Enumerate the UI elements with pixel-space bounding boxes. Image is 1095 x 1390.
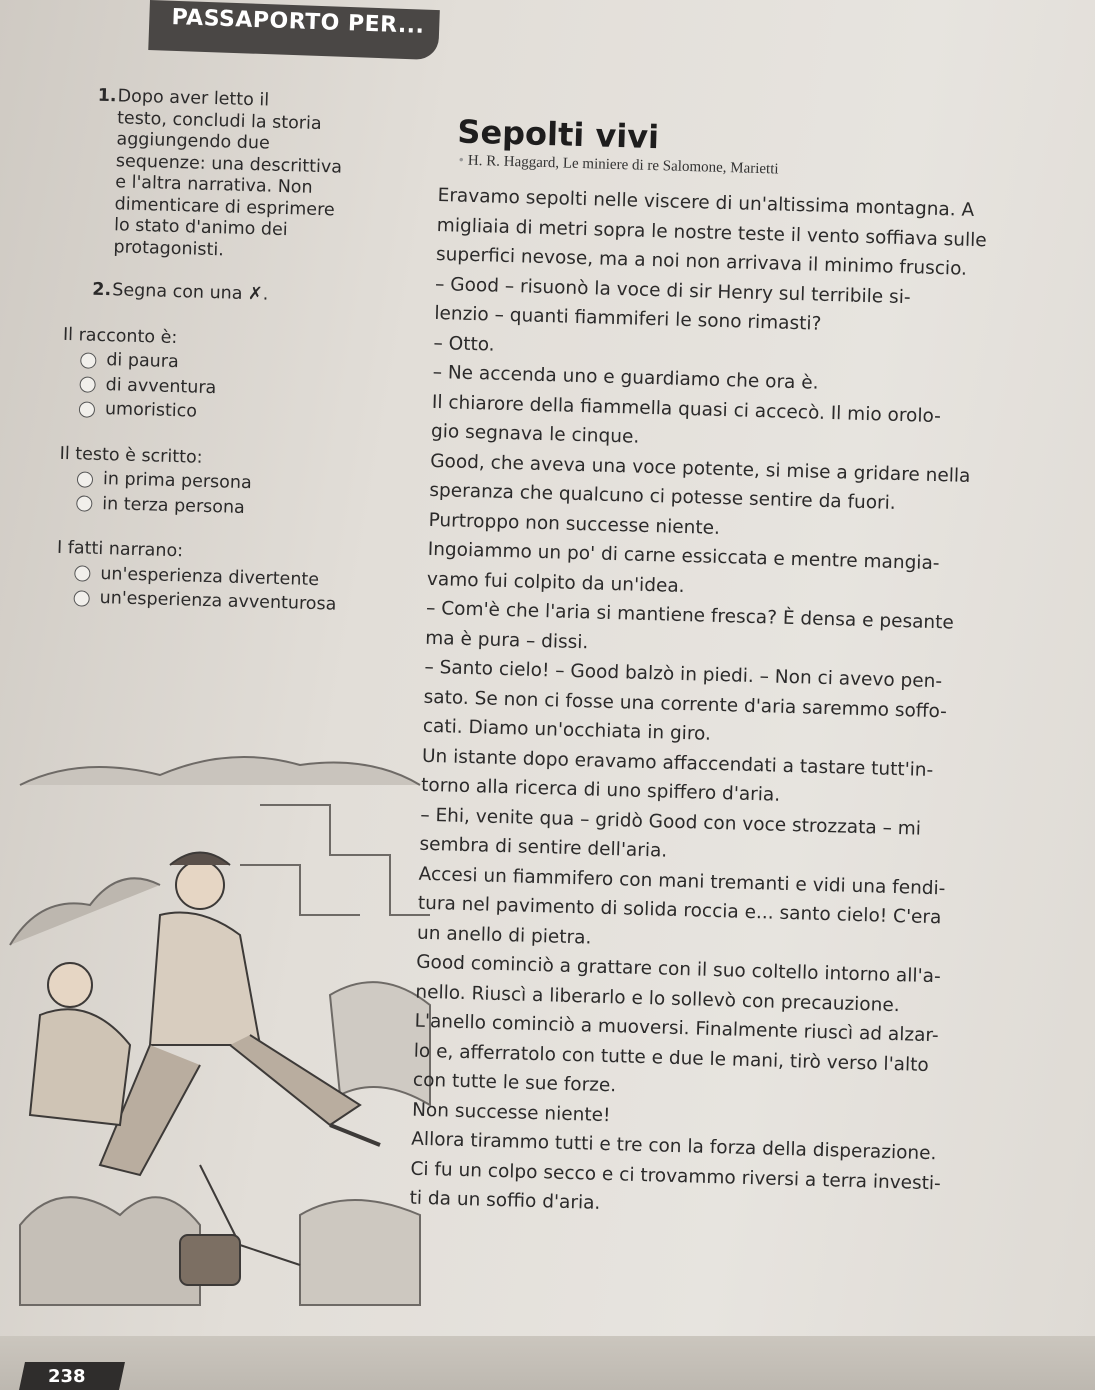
story-line: lo e, afferratolo con tutte e due le mani, tirò verso l'alto [413,1040,930,1076]
exercise-2 [64,279,424,311]
story-line: sembra di sentire dell'aria. [419,833,668,862]
story-line: – Ne accenda uno e guardiamo che ora è. [432,361,819,394]
story-line: Accesi un fiammifero con mani tremanti e vidi una fendi- [418,863,946,899]
story-line: tura nel pavimento di solida roccia e... santo cielo! C'era [417,892,942,929]
story-line: Good cominciò a grattare con il suo coltello intorno all'a- [415,951,941,988]
option-label: in terza persona [102,493,246,518]
option-label: un'esperienza avventurosa [99,588,337,615]
story-line: – Otto. [433,332,495,356]
question-group-racconto [61,324,424,429]
exercise-1-line: lo stato d'animo dei [113,215,288,241]
radio-circle-icon[interactable] [80,352,96,368]
option-label: di paura [106,350,179,373]
option-label: umoristico [104,399,198,422]
exercise-1 [65,85,430,267]
exercise-1-line: dimenticare di esprimere [114,193,335,220]
option-label: un'esperienza divertente [100,563,320,590]
story-line: gio segnava le cinque. [430,420,640,448]
story-line: lenzio – quanti fiammiferi le sono rimasti? [434,302,822,335]
story-line: ma è pura – dissi. [425,627,589,653]
story-line: nello. Riuscì a liberarlo e lo sollevò con precauzione. [415,981,900,1016]
exercises-column [55,85,429,618]
exercise-1-line: e l'altra narrativa. Non [115,172,313,198]
story-line: Il chiarore della fiammella quasi ci accecò. Il mio orolo- [431,391,942,427]
exercise-2-number: 2. [92,279,112,301]
story-title: Sepolti vivi [456,112,660,157]
radio-circle-icon[interactable] [73,590,89,606]
story-line: sato. Se non ci fosse una corrente d'aria saremmo soffo- [423,686,948,722]
radio-circle-icon[interactable] [79,377,95,393]
story-line: – Santo cielo! – Good balzò in piedi. – Non ci avevo pen- [424,656,943,693]
story-line: L'anello cominciò a muoversi. Finalmente riuscì ad alzar- [414,1010,939,1047]
story-source-text: H. R. Haggard, Le miniere di re Salomone, Marietti [467,152,779,178]
question-group-fatti [55,538,417,619]
story-line: Ci fu un colpo secco e ci trovammo riversi a terra investi- [410,1158,942,1194]
question-label: Il racconto è: [62,324,178,348]
story-line: torno alla ricerca di uno spiffero d'aria. [420,774,781,806]
story-body [409,181,1048,1230]
radio-circle-icon[interactable] [74,566,90,582]
question-group-testo [58,443,420,524]
story-line: superfici nevose, ma a noi non arrivava il minimo fruscio. [435,243,968,280]
story-line: Non successe niente! [411,1099,611,1126]
story-line: speranza che qualcuno ci potesse sentire da fuori. [429,479,897,514]
story-line: Ingoiammo un po' di carne essiccata e mentre mangia- [427,538,940,575]
exercise-1-line: sequenze: una descrittiva [115,150,343,178]
question-label: Il testo è scritto: [59,443,203,468]
story-line: – Ehi, venite qua – gridò Good con voce strozzata – mi [420,804,922,840]
story-line: – Com'è che l'aria si mantiene fresca? È densa e pesante [425,597,955,634]
question-label: I fatti narrano: [56,537,184,562]
exercise-1-line: Dopo aver letto il [117,86,270,111]
option-label: in prima persona [102,469,252,494]
story-line: un anello di pietra. [416,922,592,949]
story-line: vamo fui colpito da un'idea. [426,568,685,597]
story-illustration [0,745,440,1345]
story-line: Purtroppo non successe niente. [428,509,721,539]
exercise-1-line: testo, concludi la storia [116,107,322,134]
bullet-icon: • [458,152,465,169]
radio-circle-icon[interactable] [79,401,95,417]
exercise-1-line: aggiungendo due [116,129,271,154]
exercise-2-instruction: Segna con una ✗. [112,280,269,305]
page-bottom-edge [0,1336,1095,1390]
story-line: con tutte le sue forze. [412,1069,617,1097]
radio-circle-icon[interactable] [77,471,93,487]
story-column [409,112,1050,1230]
story-line: Un istante dopo eravamo affaccendati a tastare tutt'in- [421,745,934,781]
story-line: migliaia di metri sopra le nostre teste il vento soffiava sulle [436,214,988,251]
exercise-1-line: protagonisti. [113,236,225,260]
radio-circle-icon[interactable] [76,496,92,512]
story-line: cati. Diamo un'occhiata in giro. [422,715,712,745]
section-banner-title: PASSAPORTO PER... [171,5,425,39]
story-line: Good, che aveva una voce potente, si mise a gridare nella [429,450,971,487]
page-number: 238 [48,1366,86,1387]
exercise-1-number: 1. [97,85,117,107]
story-line: – Good – risuonò la voce di sir Henry sul terribile si- [434,273,911,308]
option-label: di avventura [105,374,217,398]
story-line: Eravamo sepolti nelle viscere di un'altissima montagna. A [437,184,975,221]
story-line: Allora tirammo tutti e tre con la forza della disperazione. [411,1128,937,1165]
story-line: ti da un soffio d'aria. [409,1187,601,1214]
